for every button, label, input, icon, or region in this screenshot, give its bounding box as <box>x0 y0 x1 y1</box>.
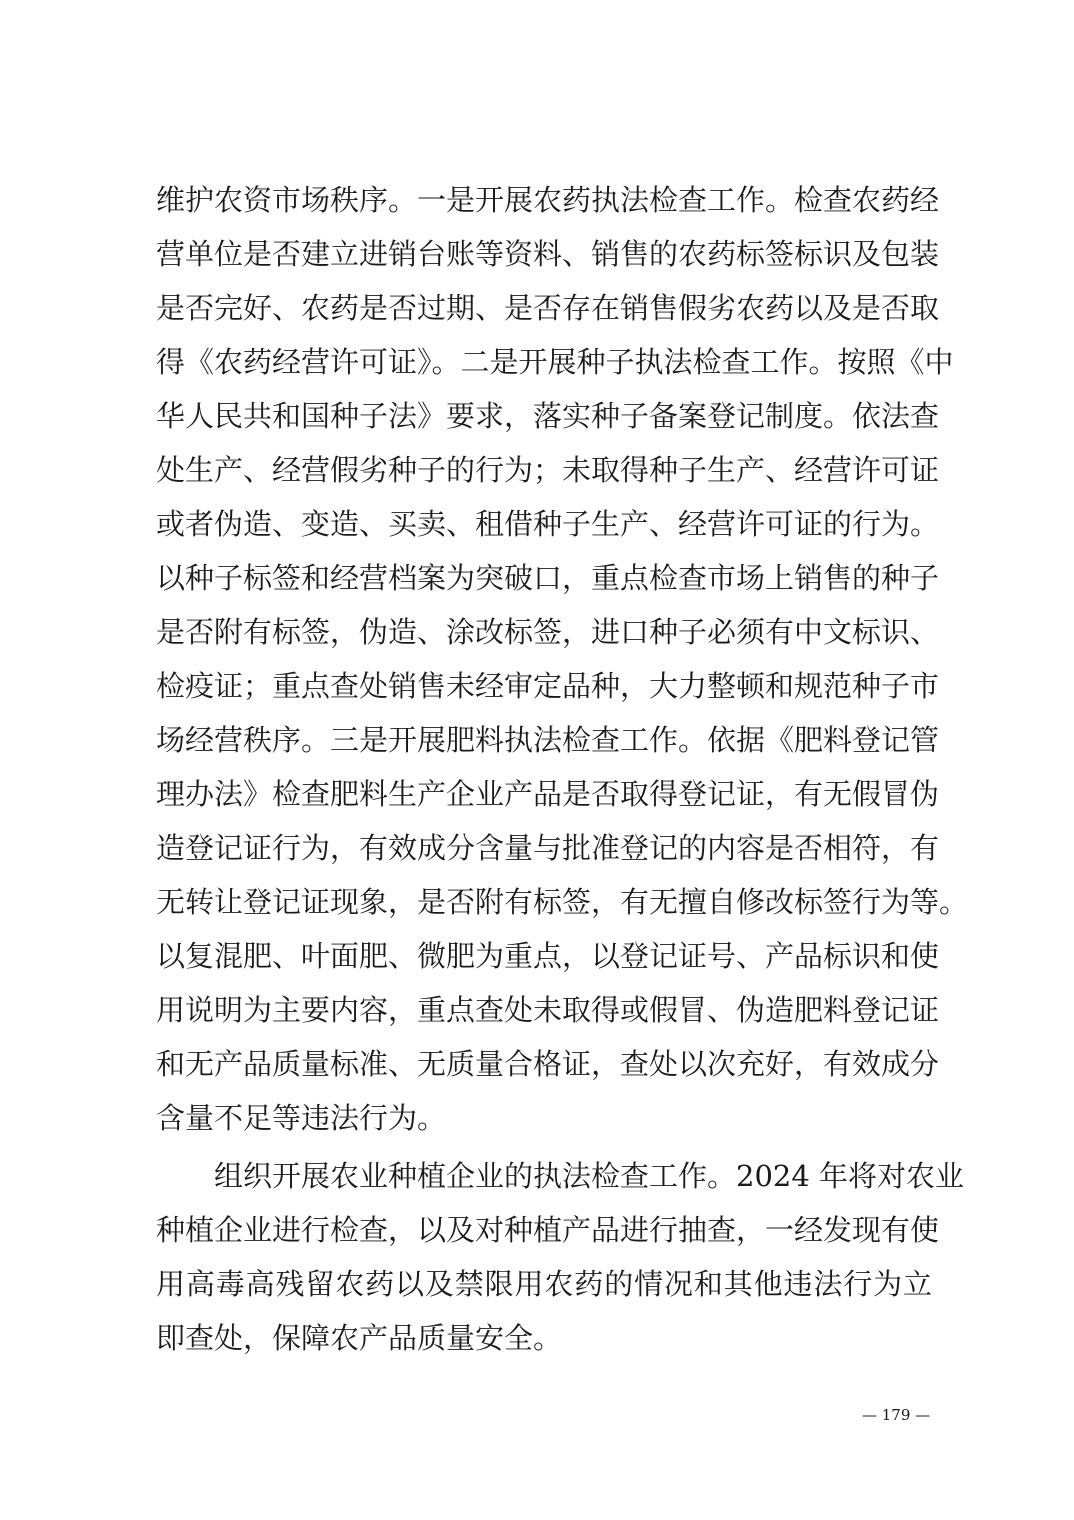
text-line: 用高毒高残留农药以及禁限用农药的情况和其他违法行为立 <box>156 1267 932 1301</box>
text-line: 得《农药经营许可证》。二是开展种子执法检查工作。按照《中 <box>156 345 954 379</box>
text-line: 华人民共和国种子法》要求，落实种子备案登记制度。依法查 <box>156 399 940 433</box>
text-line: 组织开展农业种植企业的执法检查工作。2024 年将对农业 <box>214 1159 965 1193</box>
page-number: — 179 — <box>862 1406 931 1424</box>
paragraph-2 <box>156 1149 965 1365</box>
text-line: 以种子标签和经营档案为突破口，重点检查市场上销售的种子 <box>156 561 940 595</box>
text-line: 检疫证；重点查处销售未经审定品种，大力整顿和规范种子市 <box>156 669 940 703</box>
text-line: 和无产品质量标准、无质量合格证，查处以次充好，有效成分 <box>156 1047 940 1081</box>
text-line: 场经营秩序。三是开展肥料执法检查工作。依据《肥料登记管 <box>156 723 940 757</box>
text-line: 维护农资市场秩序。一是开展农药执法检查工作。检查农药经 <box>156 183 940 217</box>
text-line: 理办法》检查肥料生产企业产品是否取得登记证，有无假冒伪 <box>156 777 940 811</box>
text-line: 以复混肥、叶面肥、微肥为重点，以登记证号、产品标识和使 <box>156 939 940 973</box>
paragraph-1 <box>156 173 969 1145</box>
text-line: 是否完好、农药是否过期、是否存在销售假劣农药以及是否取 <box>156 291 940 325</box>
text-line: 营单位是否建立进销台账等资料、销售的农药标签标识及包装 <box>156 237 940 271</box>
text-line: 用说明为主要内容，重点查处未取得或假冒、伪造肥料登记证 <box>156 993 940 1027</box>
text-line: 或者伪造、变造、买卖、租借种子生产、经营许可证的行为。 <box>156 507 940 541</box>
text-line: 无转让登记证现象，是否附有标签，有无擅自修改标签行为等。 <box>156 885 969 919</box>
text-line: 种植企业进行检查，以及对种植产品进行抽查，一经发现有使 <box>156 1213 940 1247</box>
text-line: 是否附有标签，伪造、涂改标签，进口种子必须有中文标识、 <box>156 615 940 649</box>
text-line: 处生产、经营假劣种子的行为；未取得种子生产、经营许可证 <box>156 453 940 487</box>
text-line: 造登记证行为，有效成分含量与批准登记的内容是否相符，有 <box>156 831 940 865</box>
text-line: 含量不足等违法行为。 <box>156 1101 447 1135</box>
text-line: 即查处，保障农产品质量安全。 <box>156 1321 563 1355</box>
